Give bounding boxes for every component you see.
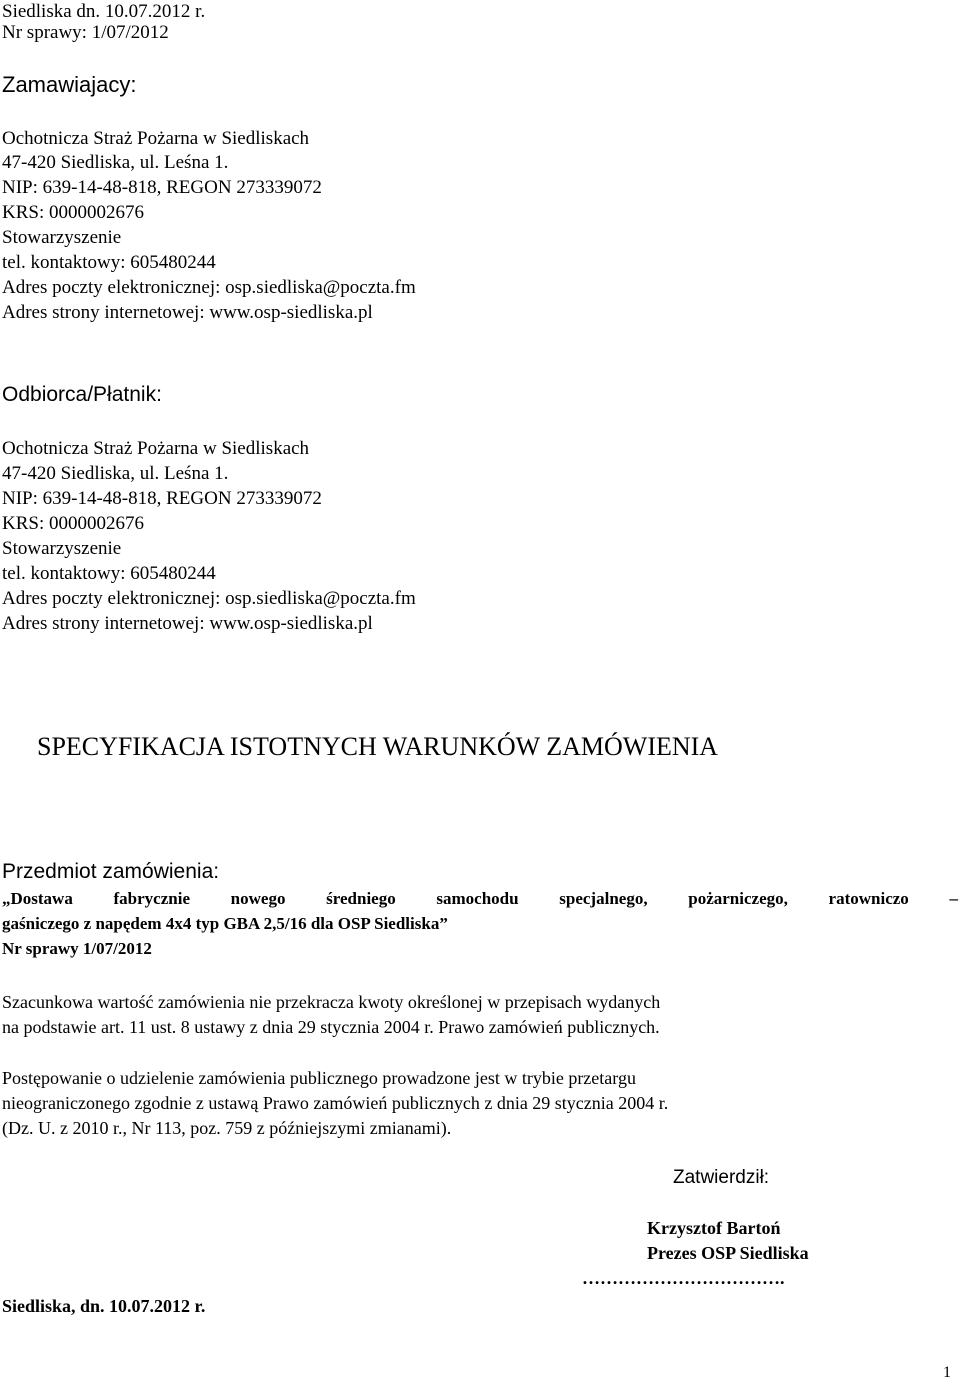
case-number: Nr sprawy: 1/07/2012 <box>2 22 169 43</box>
recipient-line: 47-420 Siedliska, ul. Leśna 1. <box>2 463 229 484</box>
ordering-line: Ochotnicza Straż Pożarna w Siedliskach <box>2 128 310 149</box>
recipient-line: tel. kontaktowy: 605480244 <box>2 563 216 584</box>
ordering-line: Stowarzyszenie <box>2 227 122 248</box>
recipient-line: KRS: 0000002676 <box>2 513 144 534</box>
value-paragraph-line: na podstawie art. 11 ust. 8 ustawy z dnia 29 stycznia 2004 r. Prawo zamówień publicznych. <box>2 1017 660 1037</box>
subject-line: „Dostawa fabrycznie nowego średniego samochodu specjalnego, pożarniczego, ratowniczo – <box>2 889 958 908</box>
recipient-line: NIP: 639-14-48-818, REGON 273339072 <box>2 488 322 509</box>
document-title: SPECYFIKACJA ISTOTNYCH WARUNKÓW ZAMÓWIENIA <box>37 732 719 761</box>
recipient-line: Stowarzyszenie <box>2 538 122 559</box>
ordering-line: Adres strony internetowej: www.osp-siedliska.pl <box>2 302 373 323</box>
recipient-line: Adres poczty elektronicznej: osp.siedliska@poczta.fm <box>2 588 416 609</box>
footer-place-date: Siedliska, dn. 10.07.2012 r. <box>2 1296 206 1316</box>
signature-line: ……………………………. <box>582 1268 785 1288</box>
ordering-line: Adres poczty elektronicznej: osp.siedliska@poczta.fm <box>2 277 416 298</box>
approver-role: Prezes OSP Siedliska <box>647 1243 809 1263</box>
procedure-paragraph-line: Postępowanie o udzielenie zamówienia publicznego prowadzone jest w trybie przetargu <box>2 1068 636 1088</box>
ordering-line: KRS: 0000002676 <box>2 202 144 223</box>
approver-name: Krzysztof Bartoń <box>647 1218 781 1238</box>
recipient-line: Adres strony internetowej: www.osp-siedliska.pl <box>2 613 373 634</box>
subject-line: gaśniczego z napędem 4x4 typ GBA 2,5/16 dla OSP Siedliska” <box>2 914 448 933</box>
procedure-paragraph-line: (Dz. U. z 2010 r., Nr 113, poz. 759 z późniejszymi zmianami). <box>2 1118 452 1138</box>
ordering-line: tel. kontaktowy: 605480244 <box>2 252 216 273</box>
subject-case-number: Nr sprawy 1/07/2012 <box>2 939 152 958</box>
recipient-line: Ochotnicza Straż Pożarna w Siedliskach <box>2 438 310 459</box>
recipient-heading: Odbiorca/Płatnik: <box>2 383 162 406</box>
document-date: Siedliska dn. 10.07.2012 r. <box>2 1 206 22</box>
page-number: 1 <box>943 1364 951 1381</box>
subject-heading: Przedmiot zamówienia: <box>2 860 220 883</box>
ordering-line: NIP: 639-14-48-818, REGON 273339072 <box>2 177 322 198</box>
ordering-line: 47-420 Siedliska, ul. Leśna 1. <box>2 152 229 173</box>
approval-label: Zatwierdził: <box>673 1167 770 1188</box>
value-paragraph-line: Szacunkowa wartość zamówienia nie przekracza kwoty określonej w przepisach wydanych <box>2 992 661 1012</box>
ordering-heading: Zamawiajacy: <box>2 72 137 97</box>
procedure-paragraph-line: nieograniczonego zgodnie z ustawą Prawo zamówień publicznych z dnia 29 stycznia 2004 r. <box>2 1093 669 1113</box>
